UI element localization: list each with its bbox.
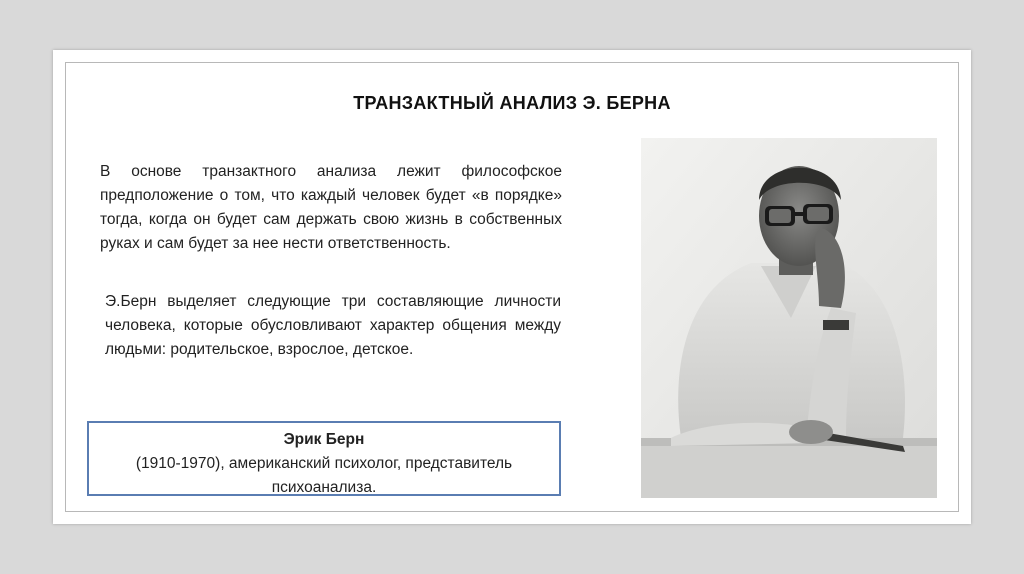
- portrait-photo: [641, 138, 937, 498]
- components-paragraph: Э.Берн выделяет следующие три составляющие личности человека, которые обусловливают характер общения между людьми: родительское, взрослое, детское.: [105, 293, 561, 358]
- intro-paragraph: В основе транзактного анализа лежит философское предположение о том, что каждый человек будет «в порядке» тогда, когда он будет сам держать свою жизнь в собственных руках и сам будет за нее нести ответственность.: [100, 163, 562, 252]
- caption-description: (1910-1970), американский психолог, представитель психоанализа.: [135, 455, 513, 496]
- caption-name: Эрик Берн: [283, 431, 365, 448]
- slide-title: ТРАНЗАКТНЫЙ АНАЛИЗ Э. БЕРНА: [353, 93, 671, 113]
- portrait-caption-box: [87, 421, 561, 496]
- slide: [53, 50, 971, 524]
- portrait-icon: [641, 138, 937, 498]
